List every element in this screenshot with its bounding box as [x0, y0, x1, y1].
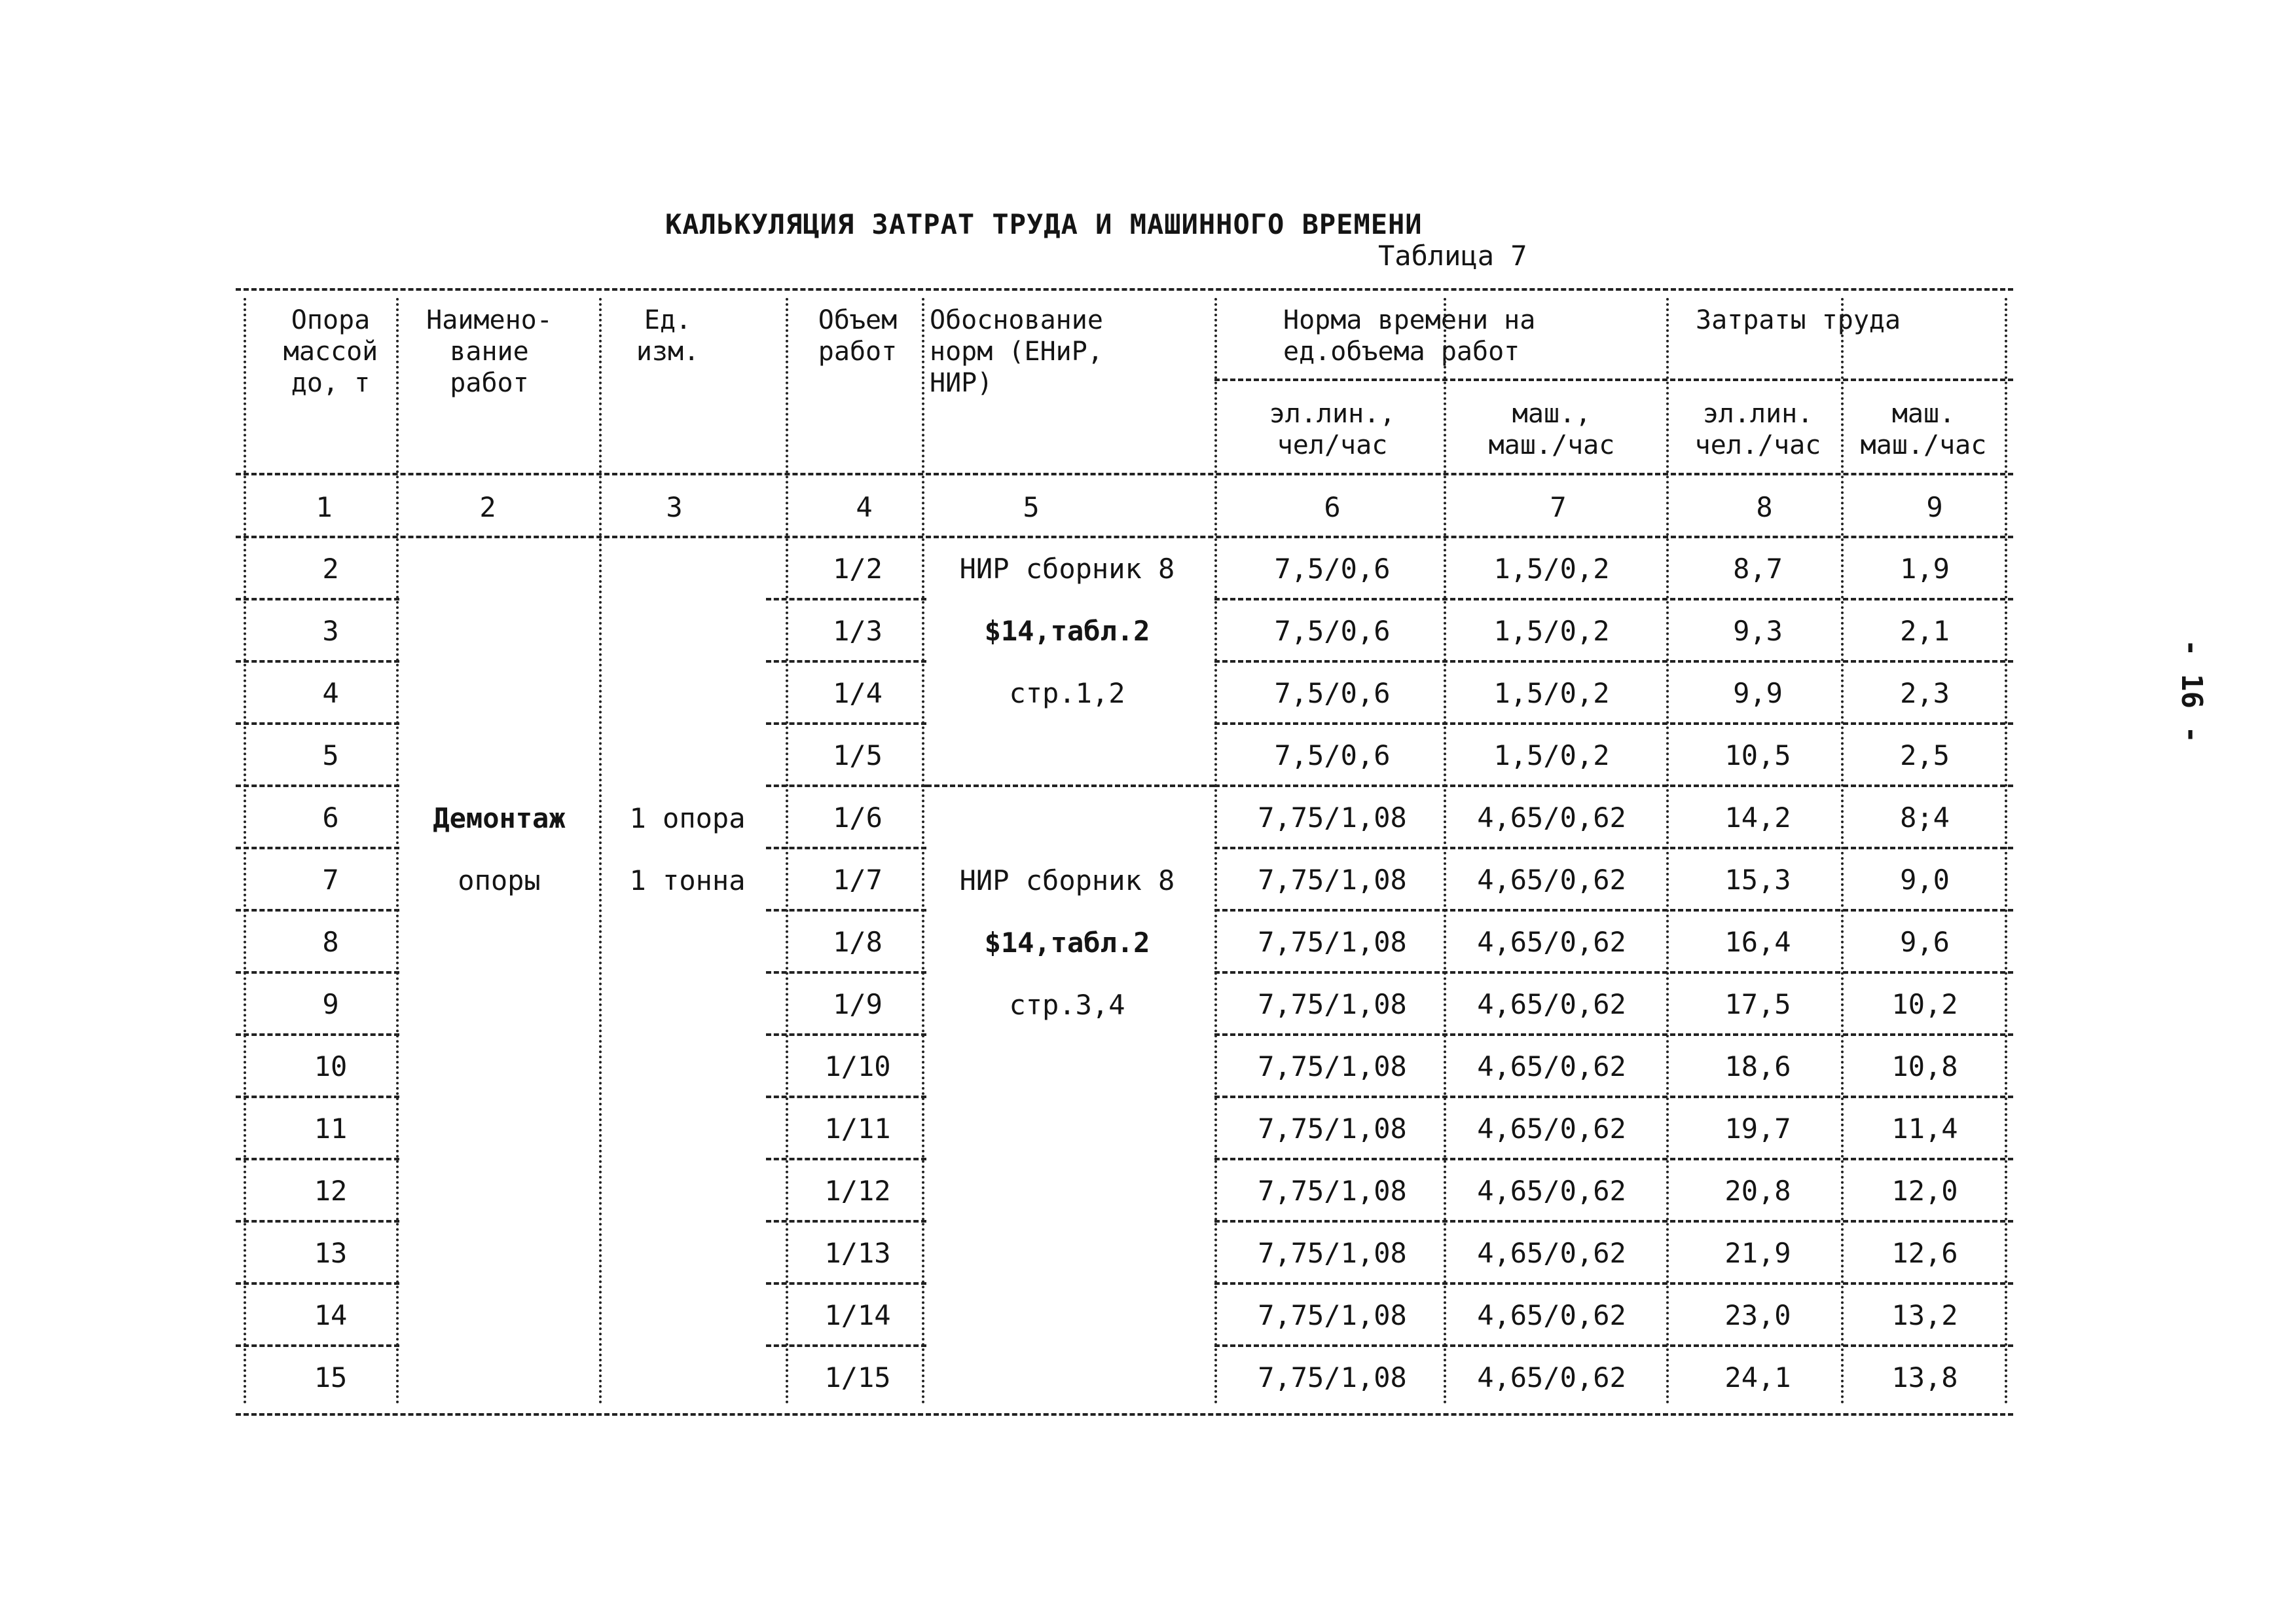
column-number-2: 2 [479, 491, 496, 523]
work-name-line2: опоры [458, 864, 541, 896]
cell-cost-el: 10,5 [1724, 739, 1791, 771]
basis-b-line1: НИР сборник 8 [959, 864, 1175, 896]
vertical-rule [786, 298, 788, 1405]
unit-line1: 1 опора [629, 802, 746, 834]
cell-norm-el: 7,5/0,6 [1274, 677, 1391, 709]
horizontal-rule [1214, 784, 2013, 787]
cell-norm-el: 7,75/1,08 [1258, 988, 1407, 1020]
cell-norm-el: 7,75/1,08 [1258, 1175, 1407, 1207]
cell-cost-mach: 9,6 [1900, 926, 1950, 958]
vertical-rule [2005, 298, 2007, 1405]
cell-norm-el: 7,75/1,08 [1258, 864, 1407, 896]
horizontal-rule [1214, 909, 2013, 912]
vertical-rule [1444, 298, 1446, 1405]
cell-mass: 4 [322, 677, 339, 709]
cell-norm-el: 7,75/1,08 [1258, 1113, 1407, 1145]
horizontal-rule [1214, 1282, 2013, 1285]
cell-volume: 1/4 [833, 677, 883, 709]
header-volume: Объем работ [818, 305, 898, 367]
cell-mass: 15 [314, 1361, 348, 1393]
horizontal-rule [766, 598, 926, 600]
horizontal-rule [1214, 660, 2013, 663]
cell-cost-mach: 9,0 [1900, 864, 1950, 896]
cell-norm-mach: 4,65/0,62 [1477, 926, 1626, 958]
cell-cost-el: 14,2 [1724, 802, 1791, 834]
horizontal-rule [236, 598, 399, 600]
cell-norm-el: 7,5/0,6 [1274, 615, 1391, 647]
cell-cost-el: 9,3 [1733, 615, 1783, 647]
horizontal-rule [236, 1282, 399, 1285]
cell-cost-el: 18,6 [1724, 1050, 1791, 1082]
cell-norm-el: 7,75/1,08 [1258, 1299, 1407, 1331]
cell-volume: 1/7 [833, 864, 883, 896]
horizontal-rule [236, 1220, 399, 1223]
horizontal-rule [236, 473, 2013, 475]
cell-cost-mach: 8;4 [1900, 802, 1950, 834]
cell-norm-el: 7,75/1,08 [1258, 1237, 1407, 1269]
cell-volume: 1/14 [824, 1299, 891, 1331]
cell-norm-el: 7,75/1,08 [1258, 926, 1407, 958]
cell-cost-mach: 2,1 [1900, 615, 1950, 647]
cell-mass: 2 [322, 553, 339, 585]
header-norm-group: Норма времени на ед.объема работ [1283, 305, 1536, 367]
header-work-name: Наимено- вание работ [426, 305, 553, 398]
cell-mass: 14 [314, 1299, 348, 1331]
cell-cost-mach: 1,9 [1900, 553, 1950, 585]
horizontal-rule [236, 1158, 399, 1160]
cell-mass: 5 [322, 739, 339, 771]
horizontal-rule [1214, 722, 2013, 725]
header-unit: Ед. изм. [636, 305, 700, 367]
work-name-line1: Демонтаж [433, 802, 566, 834]
cell-norm-mach: 4,65/0,62 [1477, 1361, 1626, 1393]
cell-norm-mach: 4,65/0,62 [1477, 1050, 1626, 1082]
cell-cost-mach: 13,8 [1891, 1361, 1958, 1393]
basis-b-line2: $14,табл.2 [984, 927, 1150, 959]
horizontal-rule [1214, 1220, 2013, 1223]
cell-norm-mach: 4,65/0,62 [1477, 1237, 1626, 1269]
horizontal-rule [766, 1282, 926, 1285]
vertical-rule [244, 298, 246, 1405]
cell-cost-el: 23,0 [1724, 1299, 1791, 1331]
cell-mass: 12 [314, 1175, 348, 1207]
header-cost-el: эл.лин. чел./час [1694, 399, 1821, 460]
cell-cost-el: 17,5 [1724, 988, 1791, 1020]
cell-norm-mach: 4,65/0,62 [1477, 988, 1626, 1020]
cell-cost-el: 21,9 [1724, 1237, 1791, 1269]
unit-line2: 1 тонна [629, 864, 746, 896]
cell-norm-el: 7,75/1,08 [1258, 802, 1407, 834]
horizontal-rule [236, 722, 399, 725]
horizontal-rule [766, 1220, 926, 1223]
header-cost-mach: маш. маш./час [1860, 399, 1987, 460]
basis-a-line3: стр.1,2 [1009, 677, 1125, 709]
cell-cost-mach: 10,2 [1891, 988, 1958, 1020]
cell-norm-mach: 1,5/0,2 [1493, 677, 1610, 709]
header-cost-group: Затраты труда [1696, 305, 1901, 335]
horizontal-rule [1214, 847, 2013, 849]
cell-norm-mach: 4,65/0,62 [1477, 1113, 1626, 1145]
horizontal-rule [766, 971, 926, 974]
horizontal-rule [236, 909, 399, 912]
header-mass: Опора массой до, т [283, 305, 378, 398]
document-title: КАЛЬКУЛЯЦИЯ ЗАТРАТ ТРУДА И МАШИННОГО ВРЕМЕНИ [665, 208, 1423, 240]
cell-volume: 1/3 [833, 615, 883, 647]
cell-norm-el: 7,75/1,08 [1258, 1050, 1407, 1082]
cell-norm-mach: 1,5/0,2 [1493, 739, 1610, 771]
cell-norm-mach: 1,5/0,2 [1493, 615, 1610, 647]
horizontal-rule [766, 1344, 926, 1347]
header-basis: Обоснование норм (ЕНиР, НИР) [930, 305, 1103, 398]
horizontal-rule [236, 784, 399, 787]
cell-volume: 1/5 [833, 739, 883, 771]
horizontal-rule [766, 660, 926, 663]
cell-norm-mach: 4,65/0,62 [1477, 1175, 1626, 1207]
cell-volume: 1/12 [824, 1175, 891, 1207]
horizontal-rule [926, 784, 1214, 787]
horizontal-rule [236, 1096, 399, 1098]
column-number-4: 4 [856, 491, 873, 523]
cell-volume: 1/6 [833, 802, 883, 834]
horizontal-rule [236, 288, 2013, 291]
vertical-rule [1214, 298, 1217, 1405]
horizontal-rule [236, 1344, 399, 1347]
vertical-rule [1841, 298, 1844, 1405]
column-number-1: 1 [316, 491, 333, 523]
cell-cost-mach: 2,5 [1900, 739, 1950, 771]
header-norm-mach: маш., маш./час [1488, 399, 1615, 460]
cell-cost-el: 19,7 [1724, 1113, 1791, 1145]
horizontal-rule [766, 847, 926, 849]
horizontal-rule [1214, 378, 2013, 381]
column-number-8: 8 [1756, 491, 1773, 523]
horizontal-rule [236, 536, 2013, 538]
horizontal-rule [1214, 1158, 2013, 1160]
cell-norm-mach: 4,65/0,62 [1477, 802, 1626, 834]
cell-mass: 7 [322, 864, 339, 896]
basis-b-line3: стр.3,4 [1009, 989, 1125, 1021]
horizontal-rule [766, 784, 926, 787]
horizontal-rule [766, 1158, 926, 1160]
cell-cost-mach: 13,2 [1891, 1299, 1958, 1331]
cell-cost-el: 9,9 [1733, 677, 1783, 709]
horizontal-rule [766, 1096, 926, 1098]
vertical-rule [599, 298, 602, 1405]
vertical-rule [922, 298, 924, 1405]
basis-a-line2: $14,табл.2 [984, 615, 1150, 647]
cell-volume: 1/9 [833, 988, 883, 1020]
cell-volume: 1/13 [824, 1237, 891, 1269]
cell-mass: 8 [322, 926, 339, 958]
cell-cost-el: 16,4 [1724, 926, 1791, 958]
cell-cost-mach: 10,8 [1891, 1050, 1958, 1082]
cell-cost-mach: 2,3 [1900, 677, 1950, 709]
column-number-5: 5 [1023, 491, 1040, 523]
cell-cost-mach: 12,0 [1891, 1175, 1958, 1207]
horizontal-rule [236, 660, 399, 663]
table-label: Таблица 7 [1378, 240, 1527, 272]
cell-cost-el: 24,1 [1724, 1361, 1791, 1393]
cell-norm-el: 7,75/1,08 [1258, 1361, 1407, 1393]
cell-volume: 1/11 [824, 1113, 891, 1145]
cell-volume: 1/8 [833, 926, 883, 958]
cell-cost-el: 20,8 [1724, 1175, 1791, 1207]
column-number-6: 6 [1324, 491, 1341, 523]
cell-norm-mach: 1,5/0,2 [1493, 553, 1610, 585]
cell-mass: 3 [322, 615, 339, 647]
basis-a-line1: НИР сборник 8 [959, 553, 1175, 585]
horizontal-rule [236, 847, 399, 849]
cell-norm-el: 7,5/0,6 [1274, 739, 1391, 771]
page-number: - 16 - [2174, 639, 2208, 743]
cell-mass: 13 [314, 1237, 348, 1269]
cell-mass: 10 [314, 1050, 348, 1082]
cell-cost-mach: 12,6 [1891, 1237, 1958, 1269]
horizontal-rule [766, 909, 926, 912]
header-norm-el: эл.лин., чел/час [1269, 399, 1396, 460]
cell-mass: 11 [314, 1113, 348, 1145]
cell-mass: 9 [322, 988, 339, 1020]
vertical-rule [396, 298, 399, 1405]
horizontal-rule [1214, 1096, 2013, 1098]
horizontal-rule [236, 971, 399, 974]
cell-volume: 1/15 [824, 1361, 891, 1393]
cell-cost-el: 15,3 [1724, 864, 1791, 896]
horizontal-rule [766, 1033, 926, 1036]
cell-volume: 1/10 [824, 1050, 891, 1082]
horizontal-rule [1214, 971, 2013, 974]
horizontal-rule [236, 1413, 2013, 1416]
horizontal-rule [236, 1033, 399, 1036]
cell-cost-mach: 11,4 [1891, 1113, 1958, 1145]
horizontal-rule [766, 722, 926, 725]
horizontal-rule [1214, 1344, 2013, 1347]
cell-norm-mach: 4,65/0,62 [1477, 1299, 1626, 1331]
horizontal-rule [1214, 598, 2013, 600]
horizontal-rule [1214, 1033, 2013, 1036]
cell-cost-el: 8,7 [1733, 553, 1783, 585]
column-number-9: 9 [1926, 491, 1943, 523]
cell-volume: 1/2 [833, 553, 883, 585]
vertical-rule [1666, 298, 1669, 1405]
cell-mass: 6 [322, 802, 339, 834]
column-number-3: 3 [666, 491, 683, 523]
column-number-7: 7 [1550, 491, 1567, 523]
cell-norm-el: 7,5/0,6 [1274, 553, 1391, 585]
cell-norm-mach: 4,65/0,62 [1477, 864, 1626, 896]
